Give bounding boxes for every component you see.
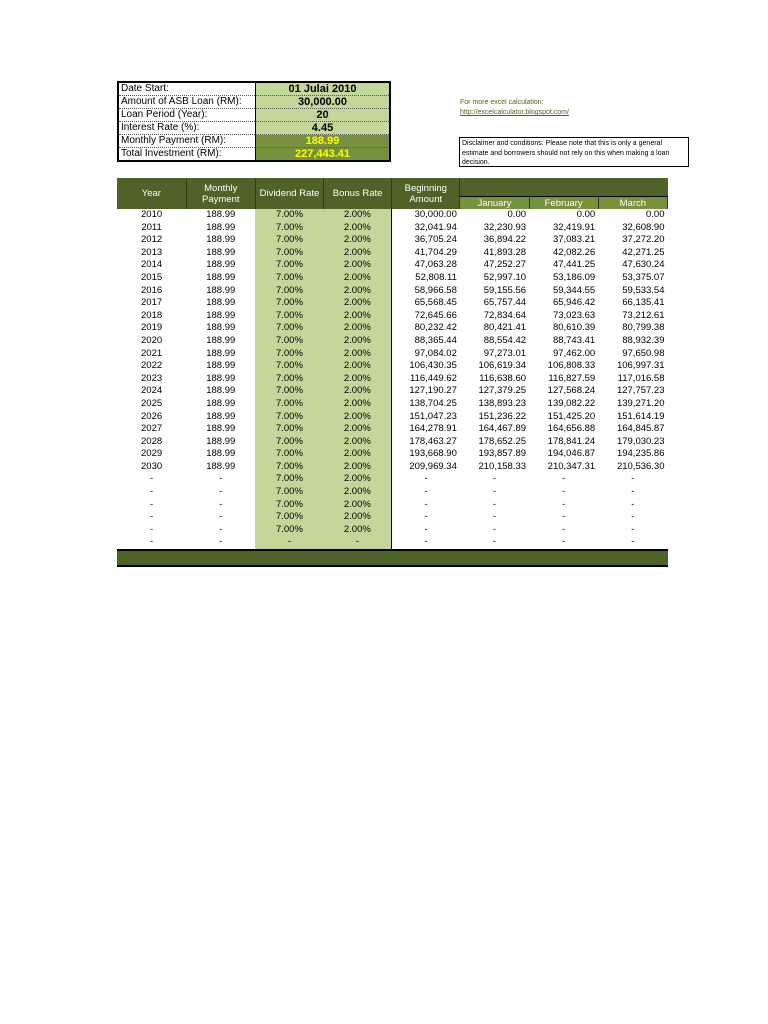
payment-cell[interactable]: - xyxy=(219,536,223,548)
beginning-cell[interactable]: 127,190.27 xyxy=(392,385,460,398)
payment-cell[interactable]: 188.99 xyxy=(206,284,236,296)
payment-cell[interactable]: - xyxy=(219,511,223,523)
payment-cell[interactable]: 188.99 xyxy=(206,297,236,309)
january-cell[interactable]: 72,834.64 xyxy=(483,309,527,321)
january-cell[interactable]: 106,619.34 xyxy=(478,360,527,372)
january-cell[interactable]: 127,379.25 xyxy=(478,385,527,397)
payment-cell[interactable]: - xyxy=(219,473,223,485)
march-cell[interactable]: - xyxy=(631,486,635,498)
bonus-cell[interactable]: 2.00% xyxy=(324,473,392,486)
beginning-cell[interactable]: 58,966.58 xyxy=(392,285,460,298)
beginning-cell[interactable]: 80,232.42 xyxy=(392,322,460,335)
march-cell[interactable]: 210,536.30 xyxy=(616,460,665,472)
year-cell[interactable]: 2021 xyxy=(141,347,163,359)
bonus-cell[interactable]: 2.00% xyxy=(324,297,392,310)
summary-label: Amount of ASB Loan (RM): xyxy=(118,96,256,109)
beginning-cell[interactable]: 88,365.44 xyxy=(392,335,460,348)
bonus-cell[interactable]: 2.00% xyxy=(324,411,392,424)
summary-label: Date Start: xyxy=(118,82,256,96)
beginning-cell[interactable]: 52,808.11 xyxy=(392,272,460,285)
year-cell[interactable]: 2025 xyxy=(141,397,163,409)
dividend-cell[interactable]: 7.00% xyxy=(255,398,323,411)
january-cell[interactable]: - xyxy=(492,511,497,523)
footer-bar-cell xyxy=(117,550,668,566)
year-cell[interactable]: - xyxy=(150,523,154,535)
table-row xyxy=(117,247,668,260)
dividend-cell[interactable]: 7.00% xyxy=(255,423,323,436)
header-january: January xyxy=(460,197,529,210)
table-row xyxy=(117,310,668,323)
year-cell[interactable]: 2024 xyxy=(141,385,163,397)
table-row xyxy=(117,360,668,373)
february-cell[interactable]: 80,610.39 xyxy=(552,322,596,334)
january-cell[interactable]: 178,652.25 xyxy=(478,435,527,447)
header-months-group xyxy=(460,178,668,197)
bonus-cell[interactable]: 2.00% xyxy=(324,348,392,361)
bonus-cell[interactable]: 2.00% xyxy=(324,360,392,373)
march-cell[interactable]: 47,630.24 xyxy=(622,259,665,271)
march-cell[interactable]: 139,271.20 xyxy=(616,397,665,409)
bonus-cell[interactable]: 2.00% xyxy=(324,486,392,499)
table-row xyxy=(117,348,668,361)
summary-value[interactable]: 227,443.41 xyxy=(256,148,391,162)
table-row xyxy=(117,536,668,550)
beginning-cell[interactable]: - xyxy=(392,499,460,512)
beginning-cell[interactable]: 164,278.91 xyxy=(392,423,460,436)
january-cell[interactable]: 88,554.42 xyxy=(483,334,527,346)
year-cell[interactable]: 2026 xyxy=(141,410,163,422)
year-cell[interactable]: 2027 xyxy=(141,423,163,435)
march-cell[interactable]: 127,757.23 xyxy=(616,385,665,397)
bonus-cell[interactable]: 2.00% xyxy=(324,436,392,449)
february-cell[interactable]: 116,827.59 xyxy=(548,372,596,384)
january-cell[interactable]: 36,894.22 xyxy=(483,234,527,246)
march-cell[interactable]: 179,030.23 xyxy=(616,435,665,447)
bonus-cell[interactable]: 2.00% xyxy=(324,259,392,272)
beginning-cell[interactable]: 47,063.28 xyxy=(392,259,460,272)
summary-row xyxy=(118,122,390,135)
january-cell[interactable]: - xyxy=(492,473,497,485)
january-cell[interactable]: - xyxy=(492,523,497,535)
february-cell[interactable]: - xyxy=(562,473,566,485)
dividend-cell[interactable]: 7.00% xyxy=(255,473,323,486)
payment-cell[interactable]: 188.99 xyxy=(206,397,236,409)
january-cell[interactable]: 65,757.44 xyxy=(483,297,527,309)
table-row xyxy=(117,285,668,298)
beginning-cell[interactable]: 106,430.35 xyxy=(392,360,460,373)
summary-row xyxy=(118,135,390,148)
beginning-cell[interactable]: 178,463.27 xyxy=(392,436,460,449)
schedule-table xyxy=(117,178,668,567)
february-cell[interactable]: 127,568.24 xyxy=(547,385,596,397)
header-february: February xyxy=(529,197,598,210)
table-row xyxy=(117,461,668,474)
year-cell[interactable]: 2014 xyxy=(141,259,163,271)
payment-cell[interactable]: 188.99 xyxy=(206,347,236,359)
bonus-cell[interactable]: 2.00% xyxy=(324,222,392,235)
march-cell[interactable]: 0.00 xyxy=(646,209,665,220)
february-cell[interactable]: 151,425.20 xyxy=(547,410,596,422)
year-cell[interactable]: - xyxy=(150,486,154,498)
february-cell[interactable]: 88,743.41 xyxy=(552,334,596,346)
february-cell[interactable]: 37,083.21 xyxy=(552,234,596,246)
table-row xyxy=(117,398,668,411)
dividend-cell[interactable]: 7.00% xyxy=(255,360,323,373)
march-cell[interactable]: - xyxy=(631,523,635,535)
bonus-cell[interactable]: 2.00% xyxy=(324,310,392,323)
beginning-cell[interactable]: 193,668.90 xyxy=(392,448,460,461)
bonus-cell[interactable]: 2.00% xyxy=(324,285,392,298)
summary-value[interactable]: 30,000.00 xyxy=(256,96,391,109)
dividend-cell[interactable]: 7.00% xyxy=(255,499,323,512)
dividend-cell[interactable]: 7.00% xyxy=(255,335,323,348)
header-dividend-rate: Dividend Rate xyxy=(255,178,323,209)
dividend-cell[interactable]: 7.00% xyxy=(255,448,323,461)
february-cell[interactable]: - xyxy=(562,536,566,548)
payment-cell[interactable]: 188.99 xyxy=(206,234,236,246)
payment-cell[interactable]: - xyxy=(219,486,223,498)
table-row xyxy=(117,524,668,537)
dividend-cell[interactable]: 7.00% xyxy=(255,222,323,235)
payment-cell[interactable]: 188.99 xyxy=(206,385,236,397)
march-cell[interactable]: 80,799.38 xyxy=(622,322,665,334)
dividend-cell[interactable]: 7.00% xyxy=(255,486,323,499)
bonus-cell[interactable]: 2.00% xyxy=(324,234,392,247)
dividend-cell[interactable]: 7.00% xyxy=(255,385,323,398)
bonus-cell[interactable]: 2.00% xyxy=(324,398,392,411)
payment-cell[interactable]: 188.99 xyxy=(206,460,236,472)
dividend-cell[interactable]: - xyxy=(255,536,323,550)
table-row xyxy=(117,234,668,247)
january-cell[interactable]: 138,893.23 xyxy=(478,397,527,409)
february-cell[interactable]: 0.00 xyxy=(576,209,596,220)
table-row xyxy=(117,297,668,310)
payment-cell[interactable]: 188.99 xyxy=(206,246,236,258)
march-cell[interactable]: 37,272.20 xyxy=(622,234,665,246)
payment-cell[interactable]: 188.99 xyxy=(206,271,236,283)
beginning-cell[interactable]: 30,000.00 xyxy=(392,209,460,222)
february-cell[interactable]: 32,419.91 xyxy=(552,221,596,233)
january-cell[interactable]: 80,421.41 xyxy=(483,322,527,334)
march-cell[interactable]: 66,135.41 xyxy=(622,297,665,309)
bonus-cell[interactable]: 2.00% xyxy=(324,511,392,524)
bonus-cell[interactable]: 2.00% xyxy=(324,335,392,348)
header-beginning-amount: Beginning Amount xyxy=(392,178,460,209)
summary-row xyxy=(118,109,390,122)
march-cell[interactable]: 97,650.98 xyxy=(622,347,665,359)
march-cell[interactable]: 151,614.19 xyxy=(616,410,665,422)
bonus-cell[interactable]: 2.00% xyxy=(324,209,392,222)
beginning-cell[interactable]: - xyxy=(392,524,460,537)
february-cell[interactable]: - xyxy=(562,498,566,510)
year-cell[interactable]: 2017 xyxy=(141,297,163,309)
table-row xyxy=(117,486,668,499)
table-row xyxy=(117,385,668,398)
dividend-cell[interactable]: 7.00% xyxy=(255,247,323,260)
loan-summary-table xyxy=(117,81,391,162)
beginning-cell[interactable]: 32,041.94 xyxy=(392,222,460,235)
dividend-cell[interactable]: 7.00% xyxy=(255,285,323,298)
february-cell[interactable]: 53,186.09 xyxy=(552,271,596,283)
payment-cell[interactable]: 188.99 xyxy=(206,372,236,384)
march-cell[interactable]: 88,932.39 xyxy=(622,334,665,346)
beginning-cell[interactable]: - xyxy=(392,473,460,486)
payment-cell[interactable]: 188.99 xyxy=(206,209,236,220)
bonus-cell[interactable]: 2.00% xyxy=(324,499,392,512)
january-cell[interactable]: 41,893.28 xyxy=(483,246,527,258)
january-cell[interactable]: - xyxy=(492,486,497,498)
dividend-cell[interactable]: 7.00% xyxy=(255,310,323,323)
year-cell[interactable]: 2015 xyxy=(141,271,163,283)
payment-cell[interactable]: 188.99 xyxy=(206,435,236,447)
january-cell[interactable]: 151,236.22 xyxy=(478,410,527,422)
summary-label: Interest Rate (%): xyxy=(118,122,256,135)
year-cell[interactable]: 2018 xyxy=(141,309,163,321)
summary-value[interactable]: 188.99 xyxy=(256,135,391,148)
disclaimer-box: Disclaimer and conditions: Please note that this is only a general estimate and borrowers should not rely on this when making a loan decision. xyxy=(459,137,689,167)
year-cell[interactable]: 2016 xyxy=(141,284,163,296)
year-cell[interactable]: 2028 xyxy=(141,435,163,447)
table-row xyxy=(117,411,668,424)
beginning-cell[interactable]: 36,705.24 xyxy=(392,234,460,247)
march-cell[interactable]: 59,533.54 xyxy=(622,284,665,296)
bonus-cell[interactable]: - xyxy=(324,536,392,550)
table-row xyxy=(117,373,668,386)
dividend-cell[interactable]: 7.00% xyxy=(255,373,323,386)
bonus-cell[interactable]: 2.00% xyxy=(324,461,392,474)
dividend-cell[interactable]: 7.00% xyxy=(255,524,323,537)
excelcalculator-link[interactable]: http://excelcalculator.blogspot.com/ xyxy=(460,109,569,116)
year-cell[interactable]: 2022 xyxy=(141,360,163,372)
february-cell[interactable]: - xyxy=(562,486,566,498)
dividend-cell[interactable]: 7.00% xyxy=(255,234,323,247)
year-cell[interactable]: 2030 xyxy=(141,460,163,472)
january-cell[interactable]: 59,155.56 xyxy=(483,284,527,296)
march-cell[interactable]: - xyxy=(631,473,635,485)
table-row xyxy=(117,473,668,486)
payment-cell[interactable]: 188.99 xyxy=(206,423,236,435)
table-row xyxy=(117,499,668,512)
more-calculation-text: For more excel calculation: xyxy=(460,99,544,106)
beginning-cell[interactable]: 65,568.45 xyxy=(392,297,460,310)
beginning-cell[interactable]: 41,704.29 xyxy=(392,247,460,260)
year-cell[interactable]: 2013 xyxy=(141,246,163,258)
header-year: Year xyxy=(117,178,186,209)
more-calculation-note xyxy=(460,98,569,118)
march-cell[interactable]: 42,271.25 xyxy=(622,246,665,258)
table-row xyxy=(117,259,668,272)
year-cell[interactable]: 2010 xyxy=(141,209,163,220)
table-row xyxy=(117,335,668,348)
dividend-cell[interactable]: 7.00% xyxy=(255,461,323,474)
bonus-cell[interactable]: 2.00% xyxy=(324,385,392,398)
beginning-cell[interactable]: 138,704.25 xyxy=(392,398,460,411)
beginning-cell[interactable]: - xyxy=(392,536,460,550)
summary-value[interactable]: 4.45 xyxy=(256,122,391,135)
payment-cell[interactable]: - xyxy=(219,523,223,535)
bonus-cell[interactable]: 2.00% xyxy=(324,373,392,386)
year-cell[interactable]: 2012 xyxy=(141,234,163,246)
march-cell[interactable]: - xyxy=(631,511,635,523)
summary-value[interactable]: 01 Julai 2010 xyxy=(256,82,391,96)
beginning-cell[interactable]: 72,645.66 xyxy=(392,310,460,323)
february-cell[interactable]: 73,023.63 xyxy=(552,309,596,321)
february-cell[interactable]: - xyxy=(562,511,566,523)
february-cell[interactable]: 164,656.88 xyxy=(547,423,596,435)
march-cell[interactable]: 32,608.90 xyxy=(622,221,665,233)
dividend-cell[interactable]: 7.00% xyxy=(255,272,323,285)
year-cell[interactable]: 2020 xyxy=(141,334,163,346)
january-cell[interactable]: 47,252.27 xyxy=(483,259,527,271)
beginning-cell[interactable]: 209,969.34 xyxy=(392,461,460,474)
march-cell[interactable]: - xyxy=(631,498,635,510)
bonus-cell[interactable]: 2.00% xyxy=(324,423,392,436)
beginning-cell[interactable]: 97,084.02 xyxy=(392,348,460,361)
january-cell[interactable]: - xyxy=(492,536,497,548)
march-cell[interactable]: 73,212.61 xyxy=(622,309,665,321)
year-cell[interactable]: - xyxy=(150,473,154,485)
table-row xyxy=(117,272,668,285)
february-cell[interactable]: 194,046.87 xyxy=(547,448,596,460)
dividend-cell[interactable]: 7.00% xyxy=(255,348,323,361)
payment-cell[interactable]: 188.99 xyxy=(206,334,236,346)
january-cell[interactable]: 210,158.33 xyxy=(478,460,527,472)
table-row xyxy=(117,448,668,461)
table-footer-bar xyxy=(117,550,668,566)
payment-cell[interactable]: 188.99 xyxy=(206,322,236,334)
header-monthly-payment: Monthly Payment xyxy=(186,178,255,209)
february-cell[interactable]: 59,344.55 xyxy=(552,284,596,296)
year-cell[interactable]: - xyxy=(150,498,154,510)
march-cell[interactable]: 106,997.31 xyxy=(616,360,665,372)
year-cell[interactable]: 2029 xyxy=(141,448,163,460)
summary-value[interactable]: 20 xyxy=(256,109,391,122)
beginning-cell[interactable]: - xyxy=(392,511,460,524)
january-cell[interactable]: 116,638.60 xyxy=(479,372,527,384)
year-cell[interactable]: - xyxy=(150,511,154,523)
beginning-cell[interactable]: - xyxy=(392,486,460,499)
february-cell[interactable]: 178,841.24 xyxy=(547,435,596,447)
march-cell[interactable]: 194,235.86 xyxy=(616,448,665,460)
february-cell[interactable]: 210,347.31 xyxy=(547,460,596,472)
january-cell[interactable]: 32,230.93 xyxy=(483,221,527,233)
march-cell[interactable]: 117,016.58 xyxy=(617,372,665,384)
dividend-cell[interactable]: 7.00% xyxy=(255,297,323,310)
dividend-cell[interactable]: 7.00% xyxy=(255,322,323,335)
header-march: March xyxy=(598,197,667,210)
header-bonus-rate: Bonus Rate xyxy=(324,178,392,209)
summary-row xyxy=(118,148,390,162)
february-cell[interactable]: 97,462.00 xyxy=(552,347,596,359)
dividend-cell[interactable]: 7.00% xyxy=(255,209,323,222)
table-row xyxy=(117,511,668,524)
table-row xyxy=(117,322,668,335)
february-cell[interactable]: 42,082.26 xyxy=(552,246,596,258)
payment-cell[interactable]: 188.99 xyxy=(206,448,236,460)
summary-label: Monthly Payment (RM): xyxy=(118,135,256,148)
february-cell[interactable]: 47,441.25 xyxy=(552,259,596,271)
january-cell[interactable]: 164,467.89 xyxy=(478,423,527,435)
table-row xyxy=(117,222,668,235)
year-cell[interactable]: 2023 xyxy=(141,372,163,384)
year-cell[interactable]: 2011 xyxy=(141,221,162,233)
payment-cell[interactable]: 188.99 xyxy=(206,360,236,372)
february-cell[interactable]: 65,946.42 xyxy=(552,297,596,309)
summary-label: Total Investment (RM): xyxy=(118,148,256,162)
payment-cell[interactable]: - xyxy=(219,498,223,510)
february-cell[interactable]: 106,808.33 xyxy=(547,360,596,372)
january-cell[interactable]: 52,997.10 xyxy=(483,271,527,283)
march-cell[interactable]: 53,375.07 xyxy=(622,271,665,283)
summary-row xyxy=(118,96,390,109)
dividend-cell[interactable]: 7.00% xyxy=(255,411,323,424)
bonus-cell[interactable]: 2.00% xyxy=(324,247,392,260)
beginning-cell[interactable]: 116,449.62 xyxy=(392,373,460,386)
bonus-cell[interactable]: 2.00% xyxy=(324,448,392,461)
payment-cell[interactable]: 188.99 xyxy=(206,309,236,321)
bonus-cell[interactable]: 2.00% xyxy=(324,524,392,537)
january-cell[interactable]: 193,857.89 xyxy=(478,448,527,460)
year-cell[interactable]: 2019 xyxy=(141,322,163,334)
summary-row xyxy=(118,82,390,96)
dividend-cell[interactable]: 7.00% xyxy=(255,259,323,272)
table-row xyxy=(117,436,668,449)
march-cell[interactable]: - xyxy=(631,536,635,548)
payment-cell[interactable]: 188.99 xyxy=(206,221,236,233)
march-cell[interactable]: 164,845.87 xyxy=(616,423,665,435)
january-cell[interactable]: 0.00 xyxy=(507,209,527,220)
bonus-cell[interactable]: 2.00% xyxy=(324,322,392,335)
dividend-cell[interactable]: 7.00% xyxy=(255,436,323,449)
summary-label: Loan Period (Year): xyxy=(118,109,256,122)
dividend-cell[interactable]: 7.00% xyxy=(255,511,323,524)
beginning-cell[interactable]: 151,047.23 xyxy=(392,411,460,424)
table-row xyxy=(117,423,668,436)
february-cell[interactable]: - xyxy=(562,523,566,535)
january-cell[interactable]: - xyxy=(492,498,497,510)
bonus-cell[interactable]: 2.00% xyxy=(324,272,392,285)
payment-cell[interactable]: 188.99 xyxy=(206,259,236,271)
february-cell[interactable]: 139,082.22 xyxy=(547,397,596,409)
january-cell[interactable]: 97,273.01 xyxy=(483,347,527,359)
table-row xyxy=(117,209,668,222)
year-cell[interactable]: - xyxy=(150,536,154,548)
payment-cell[interactable]: 188.99 xyxy=(206,410,236,422)
